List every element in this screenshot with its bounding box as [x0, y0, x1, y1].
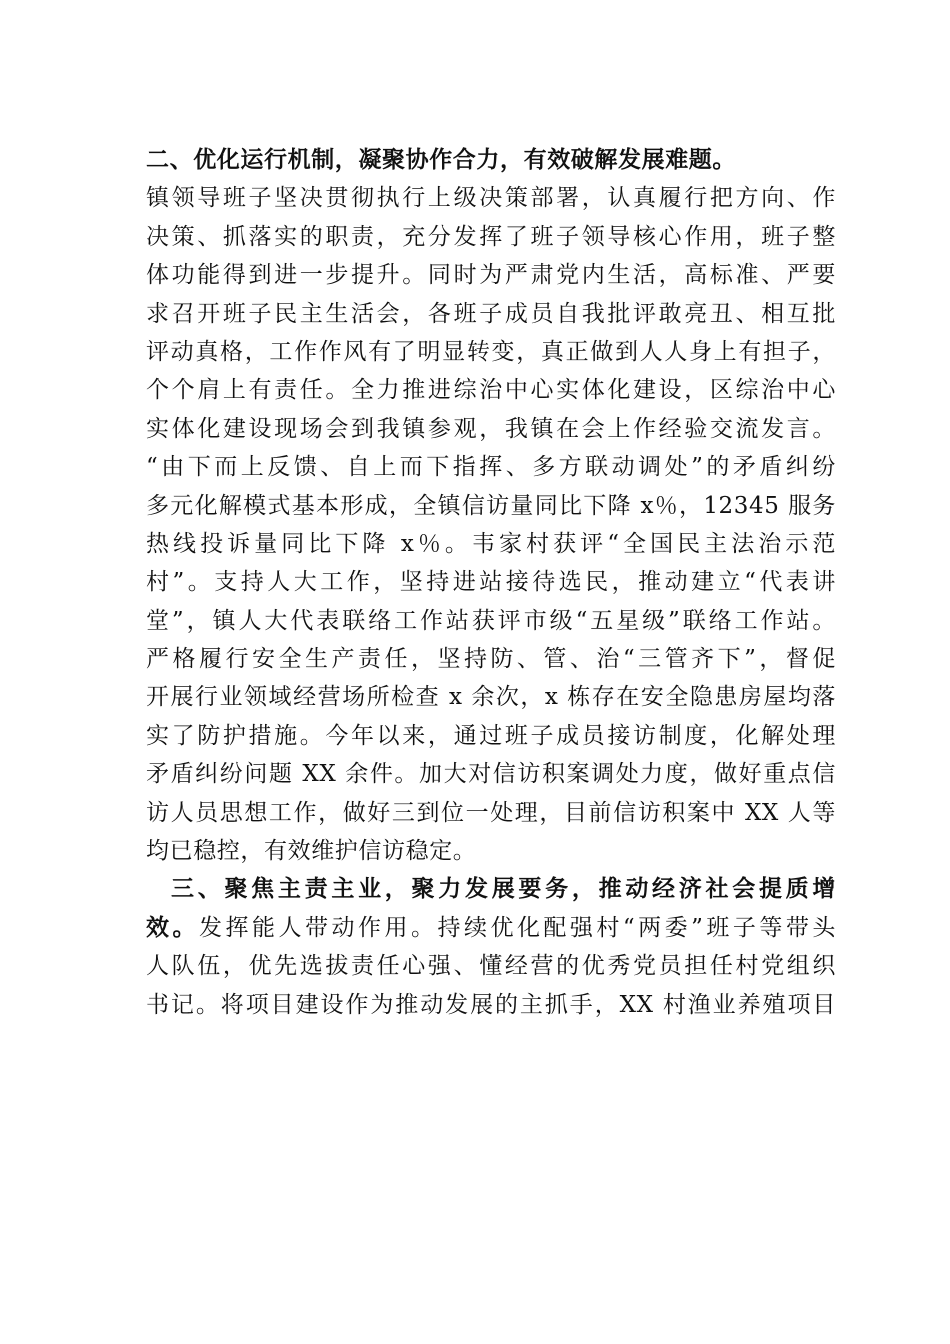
paragraph-line: 村”。支持人大工作，坚持进站接待选民，推动建立“代表讲: [146, 569, 836, 596]
paragraph-line-last: 均已稳控，有效维护信访稳定。: [146, 838, 477, 865]
document-body: [146, 141, 836, 1024]
paragraph-line: 访人员思想工作，做好三到位一处理，目前信访积案中 XX 人等: [146, 799, 836, 826]
paragraph-line: 书记。将项目建设作为推动发展的主抓手，XX 村渔业养殖项目: [146, 991, 836, 1018]
section-3-heading: 三、聚焦主责主业，聚力发展要务，推动经济社会提质增: [171, 875, 836, 903]
paragraph-line: 开展行业领域经营场所检查 x 余次，x 栋存在安全隐患房屋均落: [146, 684, 836, 711]
paragraph-line: 镇领导班子坚决贯彻执行上级决策部署，认真履行把方向、作: [146, 185, 836, 212]
section-3-heading-end: 效。: [146, 913, 199, 941]
paragraph-line: 评动真格，工作作风有了明显转变，真正做到人人身上有担子，: [146, 338, 836, 365]
paragraph-line: 求召开班子民主生活会，各班子成员自我批评敢亮丑、相互批: [146, 300, 836, 327]
section-3-heading-continuation: [146, 909, 836, 947]
section-2-heading: 二、优化运行机制，凝聚协作合力，有效破解发展难题。: [146, 146, 736, 173]
paragraph-line: 实了防护措施。今年以来，通过班子成员接访制度，化解处理: [146, 722, 836, 749]
paragraph-line: 堂”，镇人大代表联络工作站获评市级“五星级”联络工作站。: [146, 607, 836, 634]
paragraph-line: 个个肩上有责任。全力推进综治中心实体化建设，区综治中心: [146, 377, 836, 404]
paragraph-line: 热线投诉量同比下降 x％。韦家村获评“全国民主法治示范: [146, 530, 836, 557]
paragraph-line: “由下而上反馈、自上而下指挥、多方联动调处”的矛盾纠纷: [146, 454, 836, 481]
paragraph-line: 体功能得到进一步提升。同时为严肃党内生活，高标准、严要: [146, 262, 836, 289]
paragraph-line: 决策、抓落实的职责，充分发挥了班子领导核心作用，班子整: [146, 223, 836, 250]
paragraph-line: 人队伍，优先选拔责任心强、懂经营的优秀党员担任村党组织: [146, 953, 836, 980]
paragraph-line: 严格履行安全生产责任，坚持防、管、治“三管齐下”，督促: [146, 646, 836, 673]
section-3-first-sentence: 发挥能人带动作用。持续优化配强村“两委”班子等带头: [199, 914, 836, 941]
paragraph-line: 多元化解模式基本形成，全镇信访量同比下降 x％，12345 服务: [146, 492, 836, 519]
paragraph-line: 实体化建设现场会到我镇参观，我镇在会上作经验交流发言。: [146, 415, 836, 442]
paragraph-line: 矛盾纠纷问题 XX 余件。加大对信访积案调处力度，做好重点信: [146, 761, 836, 788]
